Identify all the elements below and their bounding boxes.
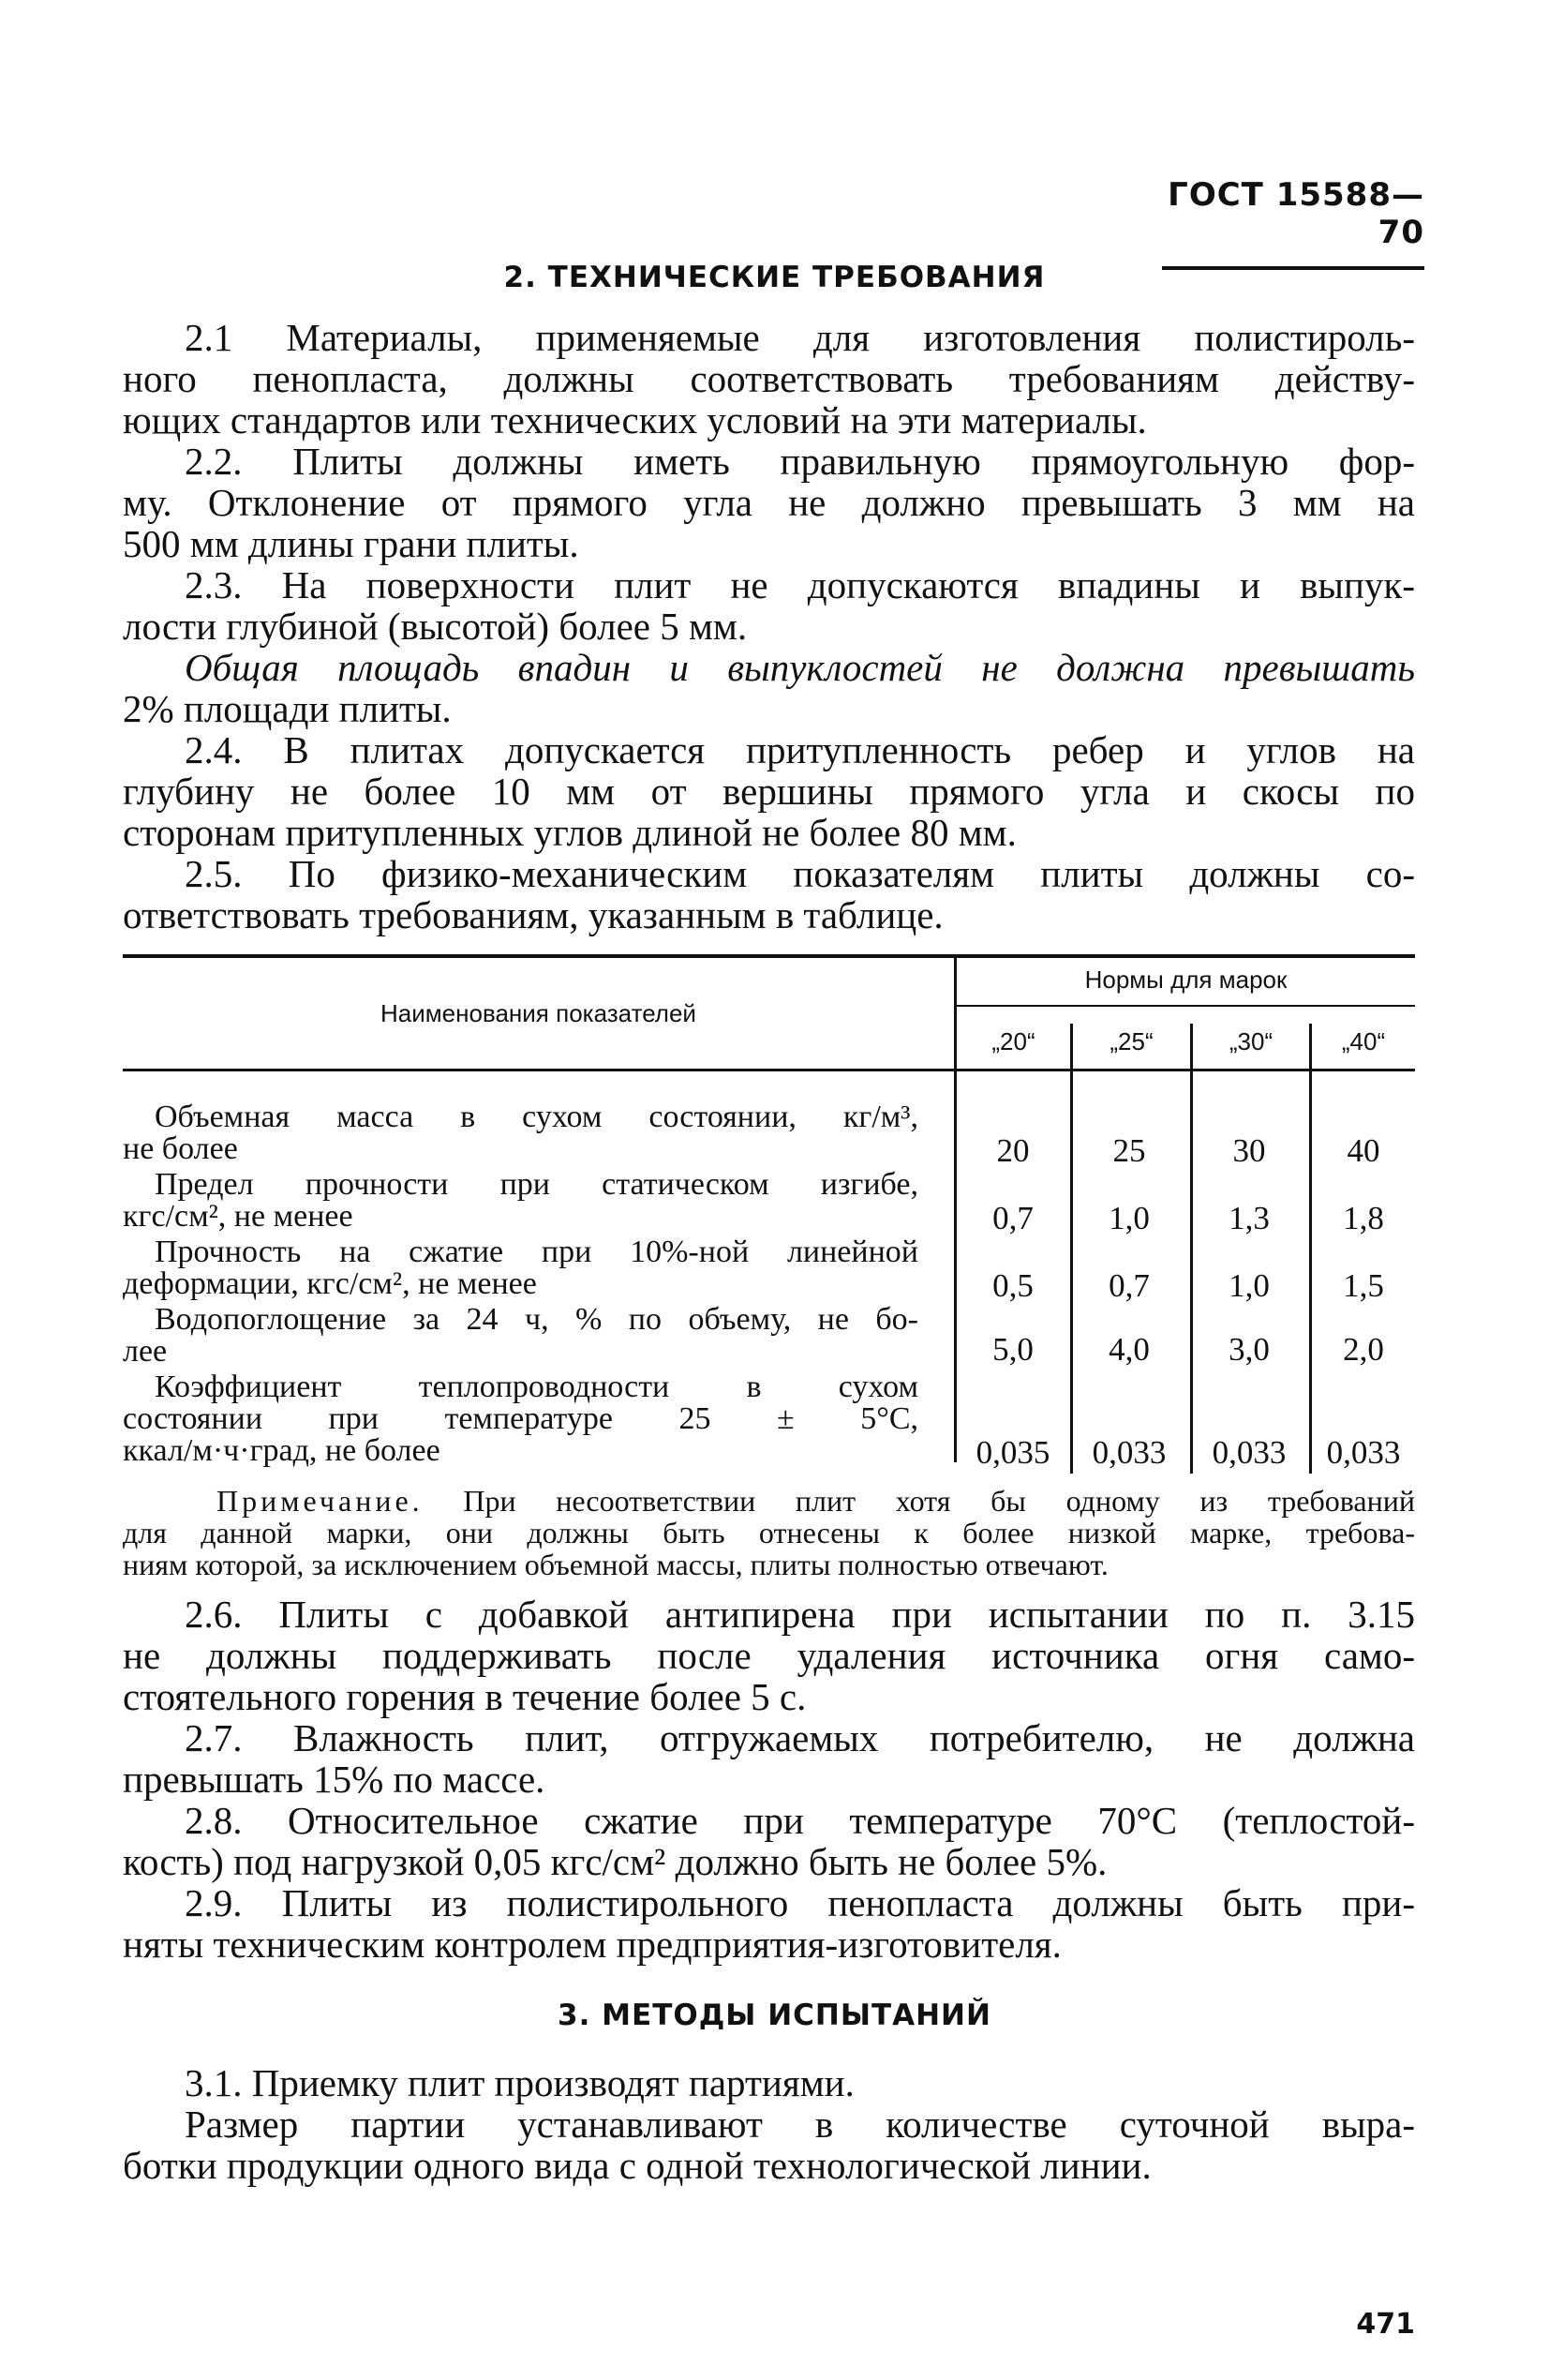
paragraph-2-3-line-1: 2.3. На поверхности плит не допускаются впадины и выпук- bbox=[185, 563, 1415, 606]
paragraph-2-8-line-2: кость) под нагрузкой 0,05 кгс/см² должно быть не более 5%. bbox=[123, 1840, 1108, 1883]
table-grade-30: „30“ bbox=[1229, 1027, 1273, 1055]
table-top-rule bbox=[123, 954, 1415, 958]
paragraph-2-2-line-3: 500 мм длины грани плиты. bbox=[123, 522, 579, 565]
row-1-name-line-2: не более bbox=[123, 1131, 238, 1166]
row-1-value-25: 25 bbox=[1112, 1132, 1146, 1169]
row-4-value-25: 4,0 bbox=[1109, 1331, 1150, 1368]
table-header-norms: Нормы для марок bbox=[1084, 965, 1288, 994]
row-5-value-25: 0,033 bbox=[1092, 1434, 1167, 1471]
row-3-name-line-1: Прочность на сжатие при 10%-ной линейной bbox=[155, 1235, 918, 1269]
paragraph-2-3-italic-line-2: 2% площади плиты. bbox=[123, 687, 452, 730]
table-grade-20: „20“ bbox=[991, 1027, 1035, 1055]
paragraph-2-4-line-1: 2.4. В плитах допускается притупленность ребер и углов на bbox=[185, 728, 1415, 771]
paragraph-2-2-line-1: 2.2. Плиты должны иметь правильную прямоугольную фор- bbox=[185, 440, 1415, 483]
table-col-divider-3 bbox=[1309, 1024, 1312, 1474]
table-header-name: Наименования показателей bbox=[380, 999, 696, 1027]
row-3-name-line-2: деформации, кгс/см², не менее bbox=[123, 1266, 537, 1301]
paragraph-2-9-line-1: 2.9. Плиты из полистирольного пенопласта должны быть при- bbox=[185, 1881, 1415, 1924]
row-2-value-25: 1,0 bbox=[1109, 1200, 1150, 1236]
row-2-name-line-2: кгс/см², не менее bbox=[123, 1199, 353, 1234]
row-1-name-line-1: Объемная масса в сухом состоянии, кг/м³, bbox=[155, 1100, 918, 1134]
row-2-value-30: 1,3 bbox=[1229, 1200, 1270, 1236]
table-note-line-3: ниям которой, за исключением объемной массы, плиты полностью отвечают. bbox=[123, 1548, 1109, 1581]
section-2-title: 2. ТЕХНИЧЕСКИЕ ТРЕБОВАНИЯ bbox=[503, 261, 1046, 294]
page-number: 471 bbox=[1356, 2308, 1415, 2341]
paragraph-2-5-line-1: 2.5. По физико-механическим показателям плиты должны со- bbox=[185, 852, 1415, 895]
paragraph-3-1b-line-1: Размер партии устанавливают в количестве суточной выра- bbox=[185, 2103, 1415, 2146]
row-3-value-20: 0,5 bbox=[992, 1267, 1034, 1304]
row-5-value-20: 0,035 bbox=[976, 1434, 1050, 1471]
row-4-value-40: 2,0 bbox=[1343, 1331, 1384, 1368]
paragraph-2-1-line-1: 2.1 Материалы, применяемые для изготовления полистироль- bbox=[185, 316, 1415, 359]
paragraph-2-5-line-2: ответствовать требованиям, указанным в таблице. bbox=[123, 893, 944, 936]
row-3-value-25: 0,7 bbox=[1109, 1267, 1150, 1304]
paragraph-2-8-line-1: 2.8. Относительное сжатие при температуре 70°С (теплостой- bbox=[185, 1799, 1415, 1842]
paragraph-3-1b-line-2: ботки продукции одного вида с одной технологической линии. bbox=[123, 2144, 1152, 2187]
row-5-value-40: 0,033 bbox=[1326, 1434, 1401, 1471]
row-2-name-line-1: Предел прочности при статическом изгибе, bbox=[155, 1167, 918, 1202]
paragraph-3-1-line-1: 3.1. Приемку плит производят партиями. bbox=[185, 2061, 855, 2104]
row-5-name-line-1: Коэффициент теплопроводности в сухом bbox=[155, 1370, 918, 1404]
paragraph-2-6-line-3: стоятельного горения в течение более 5 с. bbox=[123, 1675, 807, 1718]
row-3-value-30: 1,0 bbox=[1229, 1267, 1270, 1304]
paragraph-2-7-line-2: превышать 15% по массе. bbox=[123, 1758, 545, 1801]
row-1-value-30: 30 bbox=[1232, 1132, 1266, 1169]
row-2-value-40: 1,8 bbox=[1343, 1200, 1384, 1236]
paragraph-2-6-line-2: не должны поддерживать после удаления источника огня само- bbox=[123, 1634, 1415, 1677]
note-text-1: При несоответствии плит хотя бы одному из требований bbox=[463, 1484, 1416, 1518]
row-3-value-40: 1,5 bbox=[1343, 1267, 1384, 1304]
table-grade-25: „25“ bbox=[1110, 1027, 1154, 1055]
table-col-divider-1 bbox=[1070, 1024, 1073, 1474]
table-grade-40: „40“ bbox=[1341, 1027, 1386, 1055]
table-note-line-2: для данной марки, они должны быть отнесены к более низкой марке, требова- bbox=[123, 1516, 1415, 1549]
table-col-divider-2 bbox=[1190, 1024, 1193, 1474]
row-2-value-20: 0,7 bbox=[992, 1200, 1034, 1236]
paragraph-2-3-line-2: лости глубиной (высотой) более 5 мм. bbox=[123, 605, 748, 648]
paragraph-2-9-line-2: няты техническим контролем предприятия-изготовителя. bbox=[123, 1923, 1062, 1966]
paragraph-2-1-line-2: ного пенопласта, должны соответствовать требованиям действу- bbox=[123, 357, 1415, 400]
row-5-name-line-3: ккал/м·ч·град, не более bbox=[123, 1433, 440, 1468]
paragraph-2-4-line-3: сторонам притупленных углов длиной не более 80 мм. bbox=[123, 811, 1017, 854]
section-3-title: 3. МЕТОДЫ ИСПЫТАНИЙ bbox=[558, 1998, 991, 2032]
row-4-value-20: 5,0 bbox=[992, 1331, 1034, 1368]
row-5-name-line-2: состоянии при температуре 25 ± 5°С, bbox=[123, 1401, 918, 1436]
document-code: ГОСТ 15588—70 bbox=[1162, 176, 1424, 270]
paragraph-2-3-italic-line-1: Общая площадь впадин и выпуклостей не должна превышать bbox=[185, 646, 1415, 689]
paragraph-2-1-line-3: ющих стандартов или технических условий на эти материалы. bbox=[123, 398, 1147, 442]
paragraph-2-7-line-1: 2.7. Влажность плит, отгружаемых потребителю, не должна bbox=[185, 1716, 1415, 1759]
note-label: Примечание. bbox=[216, 1484, 424, 1518]
row-5-value-30: 0,033 bbox=[1212, 1434, 1287, 1471]
paragraph-2-2-line-2: му. Отклонение от прямого угла не должно превышать 3 мм на bbox=[123, 481, 1415, 524]
paragraph-2-4-line-2: глубину не более 10 мм от вершины прямого угла и скосы по bbox=[123, 770, 1415, 813]
table-norms-rule bbox=[954, 1005, 1415, 1007]
paragraph-2-6-line-1: 2.6. Плиты с добавкой антипирена при испытании по п. 3.15 bbox=[185, 1593, 1415, 1636]
row-4-name-line-2: лее bbox=[123, 1334, 168, 1369]
table-note-line-1 bbox=[123, 1485, 1415, 1517]
row-1-value-40: 40 bbox=[1347, 1132, 1380, 1169]
row-1-value-20: 20 bbox=[996, 1132, 1030, 1169]
row-4-name-line-1: Водопоглощение за 24 ч, % по объему, не бо- bbox=[155, 1302, 918, 1337]
table-header-rule bbox=[123, 1069, 1415, 1071]
row-4-value-30: 3,0 bbox=[1229, 1331, 1270, 1368]
